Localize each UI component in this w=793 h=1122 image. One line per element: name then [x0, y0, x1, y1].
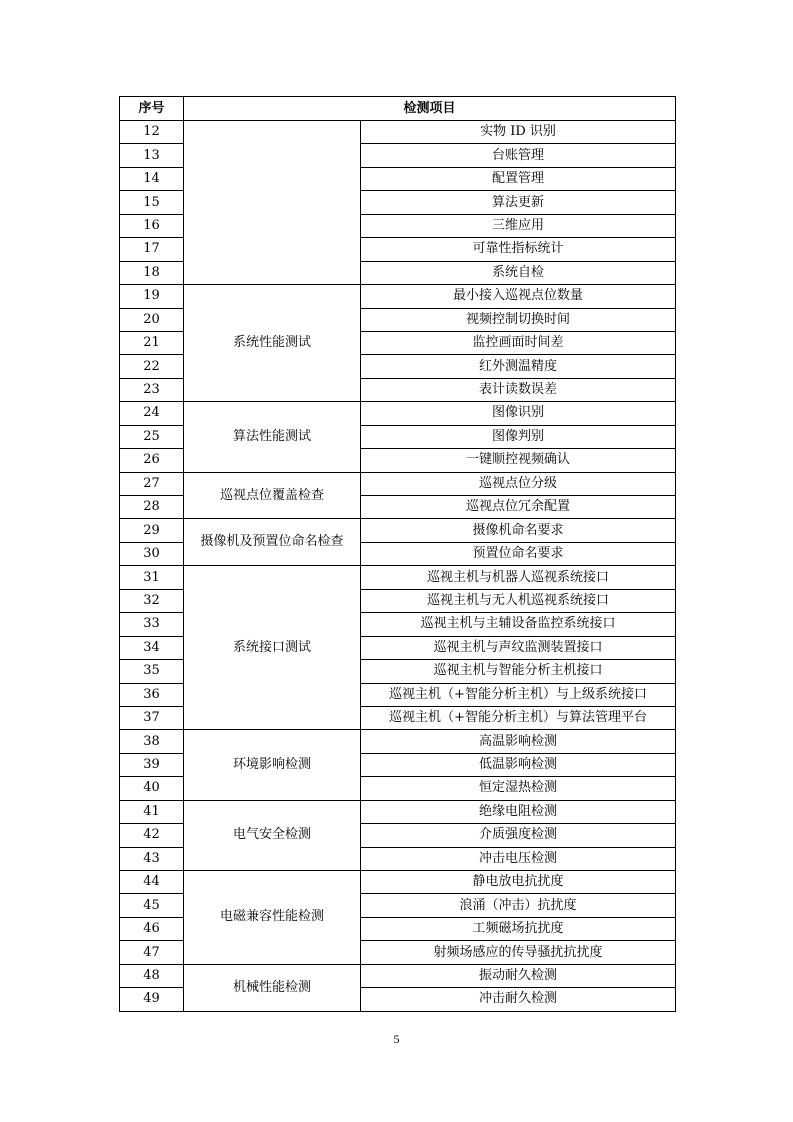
row-item: 巡视主机与无人机巡视系统接口 [361, 589, 676, 612]
row-number: 40 [120, 777, 184, 800]
group-name: 系统性能测试 [184, 285, 361, 402]
group-name: 电磁兼容性能检测 [184, 871, 361, 965]
group-name: 摄像机及预置位命名检查 [184, 519, 361, 566]
row-number: 26 [120, 449, 184, 472]
row-number: 13 [120, 144, 184, 167]
row-item: 静电放电抗扰度 [361, 871, 676, 894]
row-number: 12 [120, 121, 184, 144]
row-number: 42 [120, 824, 184, 847]
row-item: 介质强度检测 [361, 824, 676, 847]
row-item: 可靠性指标统计 [361, 238, 676, 261]
row-item: 高温影响检测 [361, 730, 676, 753]
row-number: 44 [120, 871, 184, 894]
group-name: 算法性能测试 [184, 402, 361, 472]
row-number: 20 [120, 308, 184, 331]
header-seq: 序号 [120, 97, 184, 121]
row-item: 巡视主机与声纹监测装置接口 [361, 636, 676, 659]
table-row [120, 566, 676, 589]
row-number: 36 [120, 683, 184, 706]
row-number: 19 [120, 285, 184, 308]
table-header-row [120, 97, 676, 121]
row-item: 恒定湿热检测 [361, 777, 676, 800]
table-row [120, 800, 676, 823]
row-item: 振动耐久检测 [361, 964, 676, 987]
row-number: 34 [120, 636, 184, 659]
row-item: 最小接入巡视点位数量 [361, 285, 676, 308]
row-item: 系统自检 [361, 261, 676, 284]
row-number: 39 [120, 753, 184, 776]
group-name: 系统接口测试 [184, 566, 361, 730]
row-item: 巡视点位冗余配置 [361, 496, 676, 519]
row-number: 47 [120, 941, 184, 964]
table-row [120, 519, 676, 542]
row-number: 16 [120, 214, 184, 237]
table-row [120, 472, 676, 495]
row-item: 监控画面时间差 [361, 331, 676, 354]
group-name [184, 121, 361, 285]
row-item: 浪涌（冲击）抗扰度 [361, 894, 676, 917]
row-number: 32 [120, 589, 184, 612]
row-item: 绝缘电阻检测 [361, 800, 676, 823]
row-number: 15 [120, 191, 184, 214]
row-item: 视频控制切换时间 [361, 308, 676, 331]
row-item: 实物 ID 识别 [361, 121, 676, 144]
row-item: 工频磁场抗扰度 [361, 917, 676, 940]
row-item: 摄像机命名要求 [361, 519, 676, 542]
table-row [120, 871, 676, 894]
row-item: 图像识别 [361, 402, 676, 425]
row-item: 巡视主机与主辅设备监控系统接口 [361, 613, 676, 636]
row-number: 46 [120, 917, 184, 940]
row-item: 图像判别 [361, 425, 676, 448]
row-item: 台账管理 [361, 144, 676, 167]
row-number: 48 [120, 964, 184, 987]
row-item: 一键顺控视频确认 [361, 449, 676, 472]
row-number: 29 [120, 519, 184, 542]
row-item: 算法更新 [361, 191, 676, 214]
row-number: 35 [120, 660, 184, 683]
row-item: 巡视点位分级 [361, 472, 676, 495]
table-row [120, 121, 676, 144]
row-item: 配置管理 [361, 167, 676, 190]
row-number: 33 [120, 613, 184, 636]
row-number: 49 [120, 988, 184, 1011]
row-item: 三维应用 [361, 214, 676, 237]
row-number: 27 [120, 472, 184, 495]
row-item: 红外测温精度 [361, 355, 676, 378]
row-number: 14 [120, 167, 184, 190]
row-item: 冲击电压检测 [361, 847, 676, 870]
group-name: 电气安全检测 [184, 800, 361, 870]
table-row [120, 402, 676, 425]
header-item: 检测项目 [184, 97, 676, 121]
group-name: 环境影响检测 [184, 730, 361, 800]
row-number: 38 [120, 730, 184, 753]
row-number: 23 [120, 378, 184, 401]
table-row [120, 285, 676, 308]
row-item: 预置位命名要求 [361, 542, 676, 565]
table-row [120, 730, 676, 753]
row-item: 巡视主机与智能分析主机接口 [361, 660, 676, 683]
table-row [120, 964, 676, 987]
row-item: 低温影响检测 [361, 753, 676, 776]
table-body [120, 121, 676, 1012]
row-number: 24 [120, 402, 184, 425]
row-item: 射频场感应的传导骚扰抗扰度 [361, 941, 676, 964]
row-number: 37 [120, 706, 184, 729]
group-name: 巡视点位覆盖检查 [184, 472, 361, 519]
row-number: 31 [120, 566, 184, 589]
row-number: 21 [120, 331, 184, 354]
row-number: 30 [120, 542, 184, 565]
row-item: 巡视主机（+智能分析主机）与上级系统接口 [361, 683, 676, 706]
row-number: 22 [120, 355, 184, 378]
row-number: 18 [120, 261, 184, 284]
row-number: 28 [120, 496, 184, 519]
row-number: 17 [120, 238, 184, 261]
row-number: 25 [120, 425, 184, 448]
row-number: 41 [120, 800, 184, 823]
group-name: 机械性能检测 [184, 964, 361, 1011]
row-item: 巡视主机（+智能分析主机）与算法管理平台 [361, 706, 676, 729]
row-item: 冲击耐久检测 [361, 988, 676, 1011]
row-item: 表计读数误差 [361, 378, 676, 401]
row-number: 45 [120, 894, 184, 917]
row-number: 43 [120, 847, 184, 870]
row-item: 巡视主机与机器人巡视系统接口 [361, 566, 676, 589]
inspection-items-table [119, 96, 676, 1012]
page-number: 5 [393, 1032, 400, 1046]
